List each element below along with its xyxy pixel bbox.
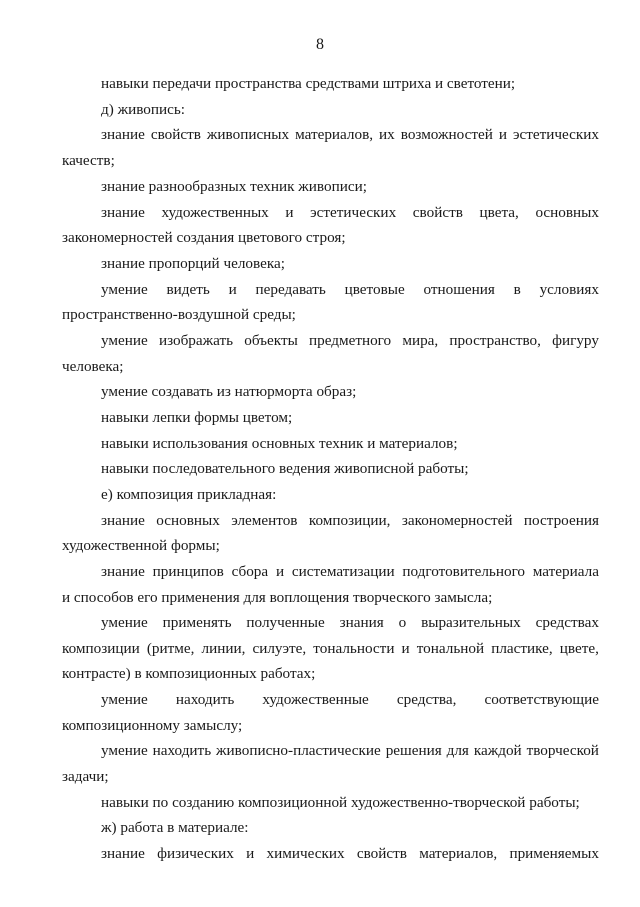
word: решения [385,742,442,759]
word: средствах [535,614,599,631]
word: отношения [423,281,495,298]
word: сбора [231,563,269,580]
word: свойств [412,204,463,221]
word: (ритме, [146,640,195,657]
text-line [101,331,599,351]
word: творческой [526,742,599,759]
word: физических [157,845,234,862]
word: знание [101,512,145,529]
word: пространство, [449,332,541,349]
word: свойств [150,126,201,143]
text-line: умение создавать из натюрморта образ; [101,383,357,400]
word: материала [532,563,599,580]
word: полученные [246,614,325,631]
text-line: навыки лепки формы цветом; [101,409,293,426]
section-heading: е) композиция прикладная: [101,486,277,503]
text-line: и способов его применения для воплощения творческого замысла; [62,589,493,606]
word: основных [156,512,220,529]
word: силуэте, [252,640,307,657]
text-line [101,125,599,145]
word: умение [101,742,148,759]
word: химических [266,845,345,862]
text-line: задачи; [62,768,109,785]
word: и [285,204,294,221]
word: умение [101,691,148,708]
word: в [513,281,521,298]
word: видеть [166,281,210,298]
word: материалов, [419,845,498,862]
word: материалов, [295,126,374,143]
word: знание [101,204,145,221]
text-line: навыки последовательного ведения живописной работы; [101,460,469,477]
word: изображать [158,332,234,349]
word: композиции, [308,512,391,529]
word: для [446,742,469,759]
word: цветовые [344,281,405,298]
text-line: качеств; [62,152,115,169]
word: умение [101,332,148,349]
word: предметного [308,332,392,349]
word: художественных [161,204,269,221]
section-heading: д) живопись: [101,101,186,118]
word: линии, [201,640,246,657]
text-line: контрасте) в композиционных работах; [62,665,316,682]
word: пластике, [491,640,553,657]
word: художественные [262,691,369,708]
word: эстетических [310,204,397,221]
word: эстетических [512,126,599,143]
text-line [101,511,599,531]
word: цвета, [479,204,519,221]
word: выразительных [421,614,521,631]
page-number: 8 [316,36,324,53]
word: и [228,281,237,298]
text-line [101,562,599,582]
word: фигуру [552,332,599,349]
word: знания [339,614,384,631]
word: умение [101,281,148,298]
word: построения [523,512,599,529]
word: систематизации [291,563,395,580]
word: знание [101,563,145,580]
word: цвете, [559,640,599,657]
text-line: художественной формы; [62,537,220,554]
word: применять [162,614,232,631]
text-line [101,741,599,761]
word: умение [101,614,148,631]
text-line: пространственно-воздушной среды; [62,306,296,323]
word: и [275,563,285,580]
word: находить [175,691,235,708]
text-line [101,280,599,300]
text-line [101,690,599,710]
word: применяемых [509,845,599,862]
word: каждой [473,742,522,759]
word: их [379,126,395,143]
section-heading: ж) работа в материале: [101,819,249,836]
word: средства, [396,691,457,708]
word: закономерностей [401,512,513,529]
text-line: знание разнообразных техник живописи; [101,178,367,195]
word: и [498,126,507,143]
word: тональной [416,640,485,657]
word: и [246,845,255,862]
word: мира, [402,332,439,349]
word: живописно-пластические [216,742,381,759]
word: основных [535,204,599,221]
word: передавать [255,281,326,298]
text-line: закономерностей создания цветового строя; [62,229,346,246]
text-line: человека; [62,358,124,375]
text-line [101,613,599,633]
word: находить [152,742,212,759]
text-line: навыки по созданию композиционной художественно-творческой работы; [101,794,580,811]
word: объекты [244,332,298,349]
word: о [398,614,407,631]
word: принципов [152,563,224,580]
text-line: знание пропорций человека; [101,255,285,272]
text-line [101,203,599,223]
word: и [401,640,410,657]
text-line: навыки передачи пространства средствами штриха и светотени; [101,75,516,92]
word: тональности [313,640,395,657]
word: возможностей [400,126,493,143]
word: подготовительного [402,563,526,580]
word: элементов [231,512,298,529]
word: знание [101,126,145,143]
word: живописных [206,126,290,143]
text-line: композиционному замыслу; [62,717,243,734]
text-line [62,639,599,659]
word: композиции [62,640,140,657]
word: свойств [356,845,407,862]
word: знание [101,845,145,862]
word: условиях [539,281,599,298]
word: соответствующие [484,691,599,708]
text-line: навыки использования основных техник и материалов; [101,435,458,452]
text-line [101,844,599,864]
